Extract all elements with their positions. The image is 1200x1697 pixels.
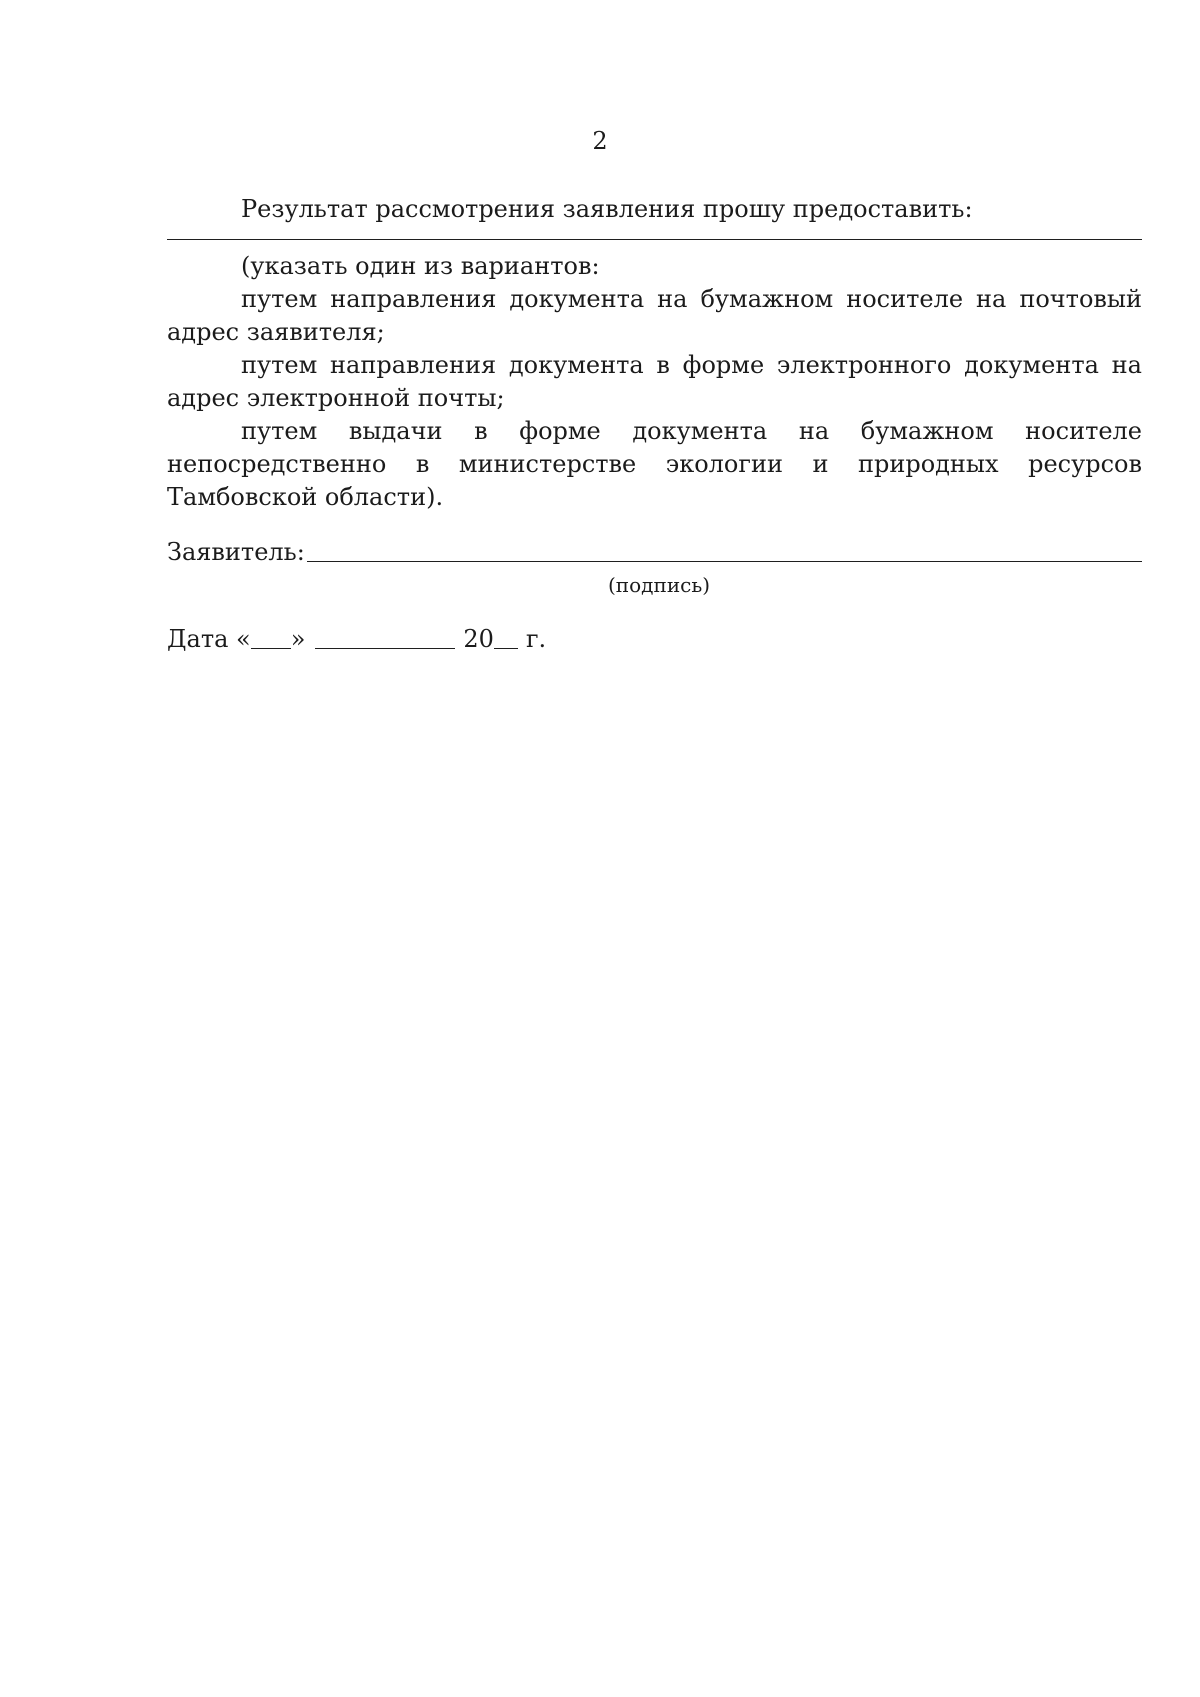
applicant-label: Заявитель:	[167, 538, 305, 566]
response-method-blank-line	[167, 239, 1142, 240]
options-intro: (указать один из вариантов:	[241, 252, 600, 280]
date-year-blank	[494, 647, 518, 649]
year-suffix: г.	[525, 625, 547, 653]
option-in-person: путем выдачи в форме документа на бумажном носителе непосредственно в министерстве экологии и природных ресурсов Тамбовской области).	[167, 417, 1142, 511]
applicant-row	[167, 536, 1142, 569]
date-day-blank	[251, 647, 291, 649]
year-prefix: 20	[463, 625, 494, 653]
document-body	[167, 193, 1142, 656]
request-line: Результат рассмотрения заявления прошу предоставить:	[241, 195, 973, 223]
page-number: 2	[592, 127, 608, 155]
applicant-signature-line	[307, 560, 1142, 562]
date-label: Дата «	[167, 625, 251, 653]
option-paper-mail: путем направления документа на бумажном носителе на почтовый адрес заявителя;	[167, 285, 1142, 346]
date-month-blank	[315, 647, 455, 649]
date-row	[167, 623, 1142, 656]
signature-caption: (подпись)	[608, 573, 711, 597]
date-quote-close: »	[290, 625, 306, 653]
option-email: путем направления документа в форме электронного документа на адрес электронной почты;	[167, 351, 1142, 412]
